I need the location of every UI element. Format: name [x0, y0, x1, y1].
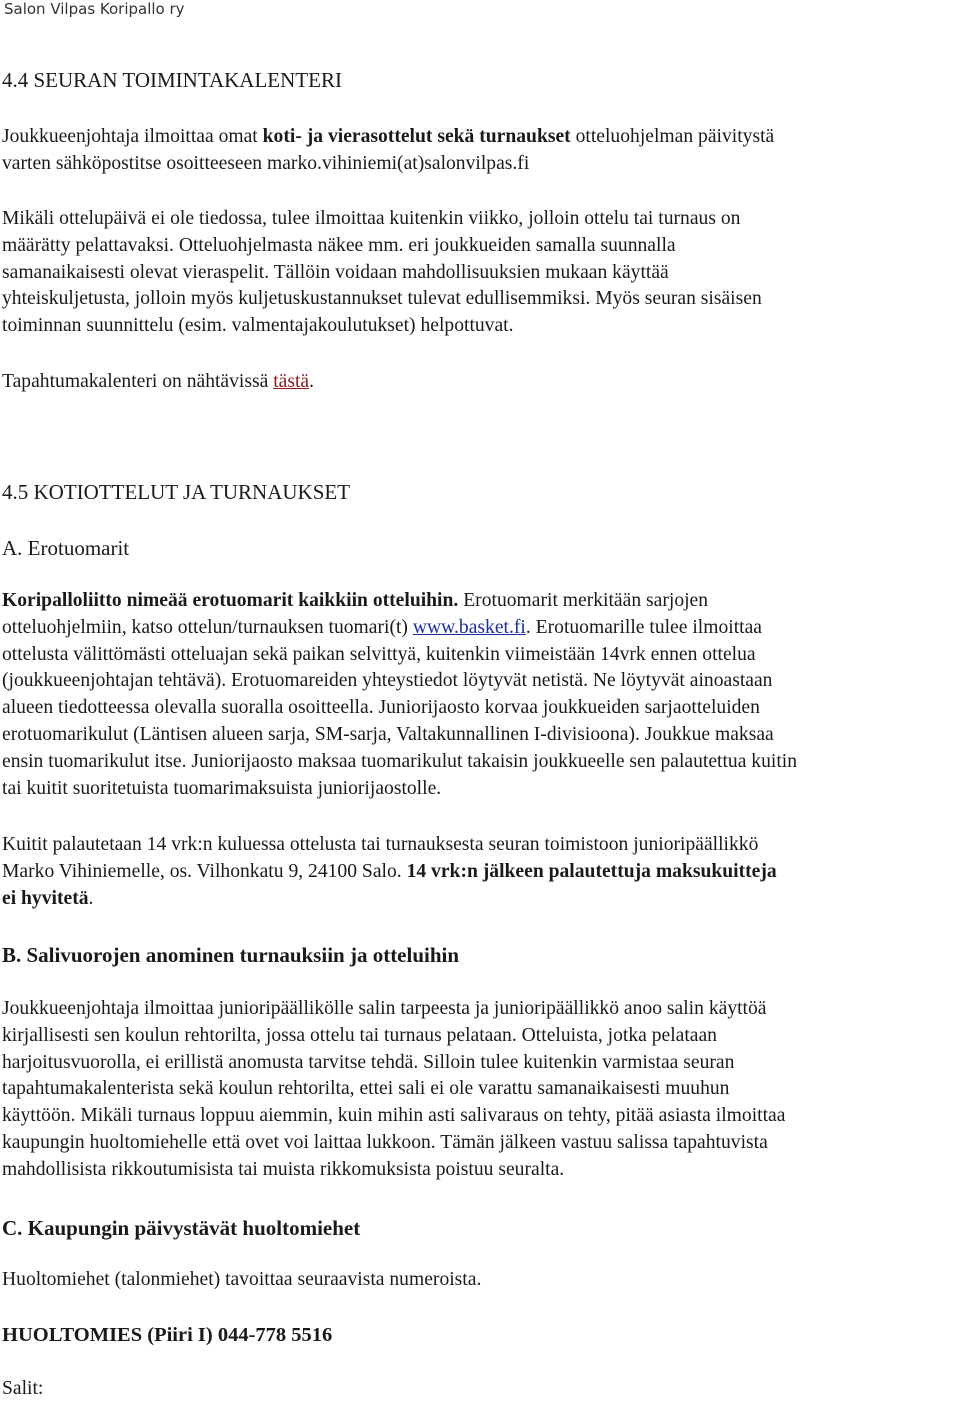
halls-label: Salit:: [2, 1378, 44, 1399]
paragraph-line: mahdollisista rikkoutumisista tai muista rikkomuksista poistuu seuralta.: [2, 1158, 565, 1180]
period: .: [309, 371, 315, 392]
calendar-link-text: Tapahtumakalenteri on nähtävissä: [2, 371, 274, 392]
caretakers-paragraph: Huoltomiehet (talonmiehet) tavoittaa seuraavista numeroista.: [2, 1269, 482, 1290]
paragraph-line: Joukkueenjohtaja ilmoittaa omat koti- ja vierasottelut sekä turnaukset otteluohjelman päivitystä: [2, 126, 775, 147]
basket-fi-link[interactable]: www.basket.fi: [412, 616, 526, 638]
subsection-b-heading: B. Salivuorojen anominen turnauksiin ja otteluihin: [2, 943, 460, 967]
paragraph-line: alueen tiedotteessa olevalla suoralla osoitteella. Juniorijaosto korvaa joukkueiden sarjaotteluiden: [2, 697, 760, 719]
paragraph-line: ensin tuomarikulut itse. Juniorijaosto maksaa tuomarikulut takaisin joukkueelle sen palautettua kuitin: [2, 750, 798, 772]
paragraph-line: Marko Vihiniemelle, os. Vilhonkatu 9, 24100 Salo. 14 vrk:n jälkeen palautettuja maksukuitteja: [2, 860, 777, 882]
calendar-paragraph-2: [2, 206, 957, 340]
page-header: Salon Vilpas Koripallo ry: [4, 0, 185, 18]
paragraph-line: Koripalloliitto nimeää erotuomarit kaikkiin otteluihin. Erotuomarit merkitään sarjojen: [2, 590, 709, 611]
paragraph-line: varten sähköpostitse osoitteeseen marko.vihiniemi(at)salonvilpas.fi: [2, 152, 530, 174]
paragraph-line: toiminnan suunnittelu (esim. valmentajakoulutukset) helpottuvat.: [2, 315, 514, 337]
receipts-paragraph: [2, 832, 957, 912]
paragraph-line: harjoitusvuorolla, ei erillistä anomusta tarvitse tehdä. Silloin tulee kuitenkin varmistaa seuran: [2, 1051, 735, 1073]
calendar-link-paragraph: [2, 369, 957, 396]
paragraph-line: erotuomarikulut (Läntisen alueen sarja, SM-sarja, Valtakunnallinen I-divisioona). Joukkue maksaa: [2, 723, 774, 745]
paragraph-line: määrätty pelattavaksi. Otteluohjelmasta näkee mm. eri joukkueiden samalla suunnalla: [2, 234, 676, 256]
paragraph-line: ottelusta välittömästi otteluajan sekä paikan selvittyä, kuitenkin viimeistään 14vrk ennen ottelua: [2, 643, 756, 665]
calendar-link[interactable]: tästä: [273, 371, 310, 392]
caretaker-contact: HUOLTOMIES (Piiri I) 044-778 5516: [2, 1324, 333, 1346]
paragraph-line: Mikäli ottelupäivä ei ole tiedossa, tulee ilmoittaa kuitenkin viikko, jolloin ottelu tai turnaus on: [2, 208, 741, 229]
referees-paragraph: [2, 588, 957, 802]
paragraph-line: Joukkueenjohtaja ilmoittaa junioripäällikölle salin tarpeesta ja junioripäällikkö anoo salin käyttöä: [2, 998, 767, 1019]
paragraph-line: kaupungin huoltomiehelle että ovet voi laittaa lukkoon. Tämän jälkeen vastuu salissa tapahtuvista: [2, 1131, 768, 1153]
calendar-paragraph-1: [2, 124, 957, 178]
paragraph-line: yhteiskuljetusta, jolloin myös kuljetuskustannukset tulevat edullisemmiksi. Myös seuran sisäisen: [2, 288, 762, 310]
hall-booking-paragraph: [2, 996, 957, 1184]
paragraph-line: (joukkueenjohtajan tehtävä). Erotuomareiden yhteystiedot löytyvät netistä. Ne löytyvät ainoastaan: [2, 670, 773, 692]
subsection-c-heading: C. Kaupungin päivystävät huoltomiehet: [2, 1216, 361, 1240]
paragraph-line: samanaikaisesti olevat vieraspelit. Tällöin voidaan mahdollisuuksien mukaan käyttää: [2, 261, 669, 283]
paragraph-line: kirjallisesti sen koulun rehtorilta, jossa ottelu tai turnaus pelataan. Otteluista, jotka pelataan: [2, 1024, 717, 1046]
paragraph-line: tai kuitit suoritetuista tuomarimaksuista juniorijaostolle.: [2, 777, 442, 799]
paragraph-line: tapahtumakalenterista sekä koulun rehtorilta, ettei sali ei ole varattu samanaikaisesti muuhun: [2, 1078, 730, 1100]
section-4-4-heading: 4.4 SEURAN TOIMINTAKALENTERI: [2, 68, 342, 92]
section-4-5-heading: 4.5 KOTIOTTELUT JA TURNAUKSET: [2, 480, 351, 504]
paragraph-line: otteluohjelmiin, katso ottelun/turnauksen tuomari(t) www.basket.fi. Erotuomarille tulee ilmoittaa: [2, 616, 762, 638]
paragraph-line: ei hyvitetä.: [2, 887, 94, 909]
paragraph-line: käyttöön. Mikäli turnaus loppuu aiemmin, kuin mihin asti salivaraus on tehty, pitää asiasta ilmoittaa: [2, 1105, 786, 1127]
subsection-a-heading: A. Erotuomarit: [2, 536, 130, 560]
paragraph-line: Kuitit palautetaan 14 vrk:n kuluessa ottelusta tai turnauksesta seuran toimistoon junioripäällikkö: [2, 834, 759, 855]
